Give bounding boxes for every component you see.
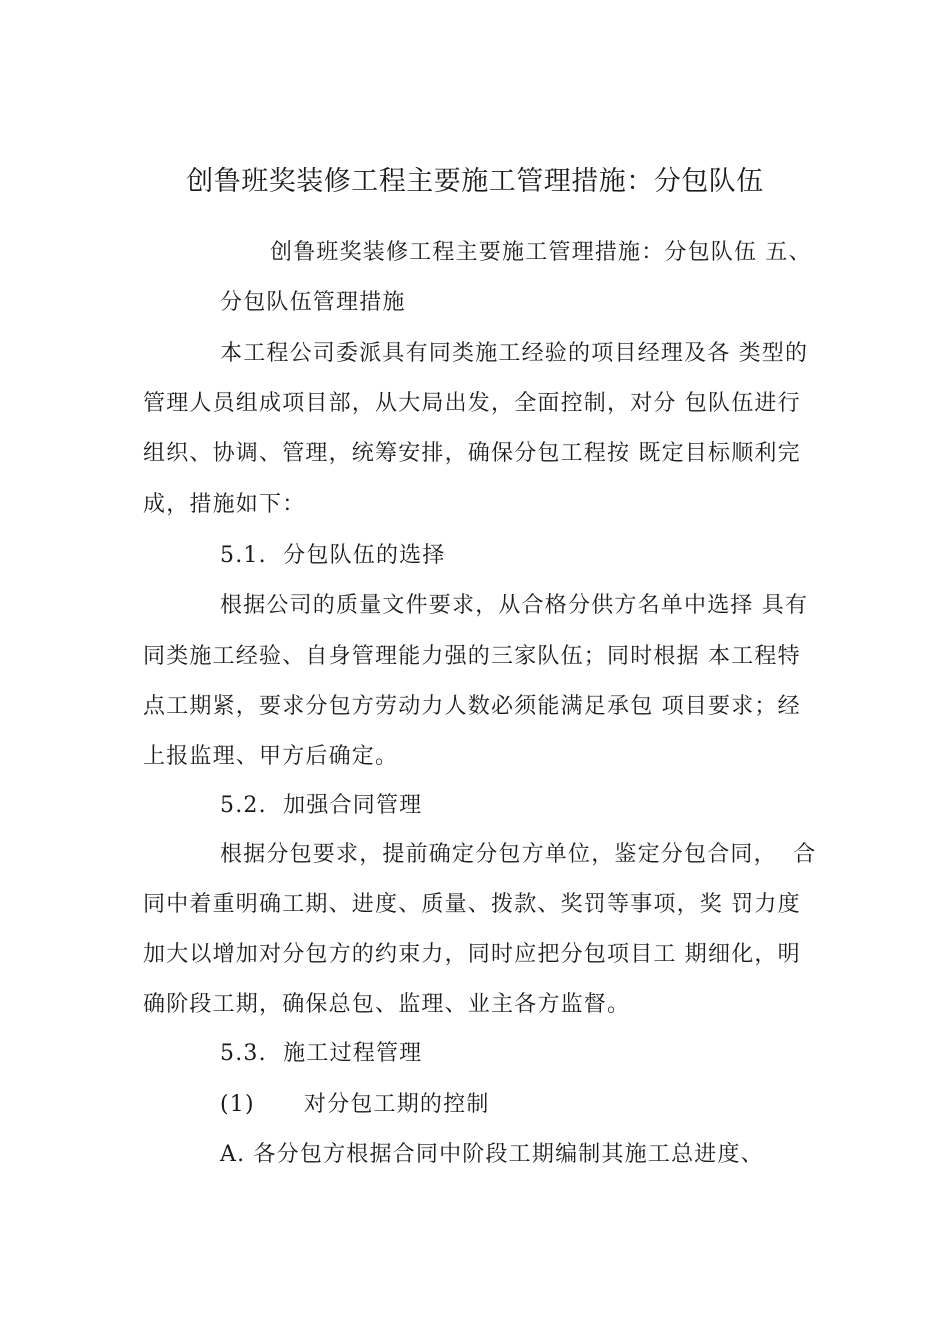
paragraph-line: 管理人员组成项目部，从大局出发，全面控制，对分 包队伍进行 [143, 391, 801, 416]
paragraph-line: 分包队伍管理措施 [220, 290, 406, 315]
paragraph-line: 创鲁班奖装修工程主要施工管理措施：分包队伍 五、 [270, 240, 812, 265]
paragraph-line: A. 各分包方根据合同中阶段工期编制其施工总进度、 [220, 1142, 764, 1167]
paragraph-line: 上报监理、甲方后确定。 [143, 744, 399, 769]
paragraph-line: 确阶段工期，确保总包、监理、业主各方监督。 [143, 992, 631, 1017]
section-heading-5-3: 5.3. 施工过程管理 [220, 1041, 423, 1066]
paragraph-line: 组织、协调、管理，统筹安排，确保分包工程按 既定目标顺利完 [143, 441, 801, 466]
section-heading-5-1: 5.1. 分包队伍的选择 [220, 543, 446, 568]
paragraph-line: 同中着重明确工期、进度、质量、拨款、奖罚等事项，奖 罚力度 [143, 892, 801, 917]
paragraph-line: 本工程公司委派具有同类施工经验的项目经理及各 类型的 [220, 341, 809, 366]
paragraph-line: 同类施工经验、自身管理能力强的三家队伍；同时根据 本工程特 [143, 644, 801, 669]
paragraph-line: 点工期紧，要求分包方劳动力人数必须能满足承包 项目要求；经 [143, 694, 801, 719]
paragraph-line: 根据分包要求，提前确定分包方单位，鉴定分包合同， 合 [220, 842, 817, 867]
subsection-heading: (1) 对分包工期的控制 [220, 1092, 490, 1117]
paragraph-line: 成，措施如下： [143, 492, 306, 517]
paragraph-line: 根据公司的质量文件要求，从合格分供方名单中选择 具有 [220, 593, 809, 618]
section-heading-5-2: 5.2. 加强合同管理 [220, 793, 423, 818]
document-title: 创鲁班奖装修工程主要施工管理措施：分包队伍 [186, 166, 764, 197]
paragraph-line: 加大以增加对分包方的约束力，同时应把分包项目工 期细化，明 [143, 942, 801, 967]
